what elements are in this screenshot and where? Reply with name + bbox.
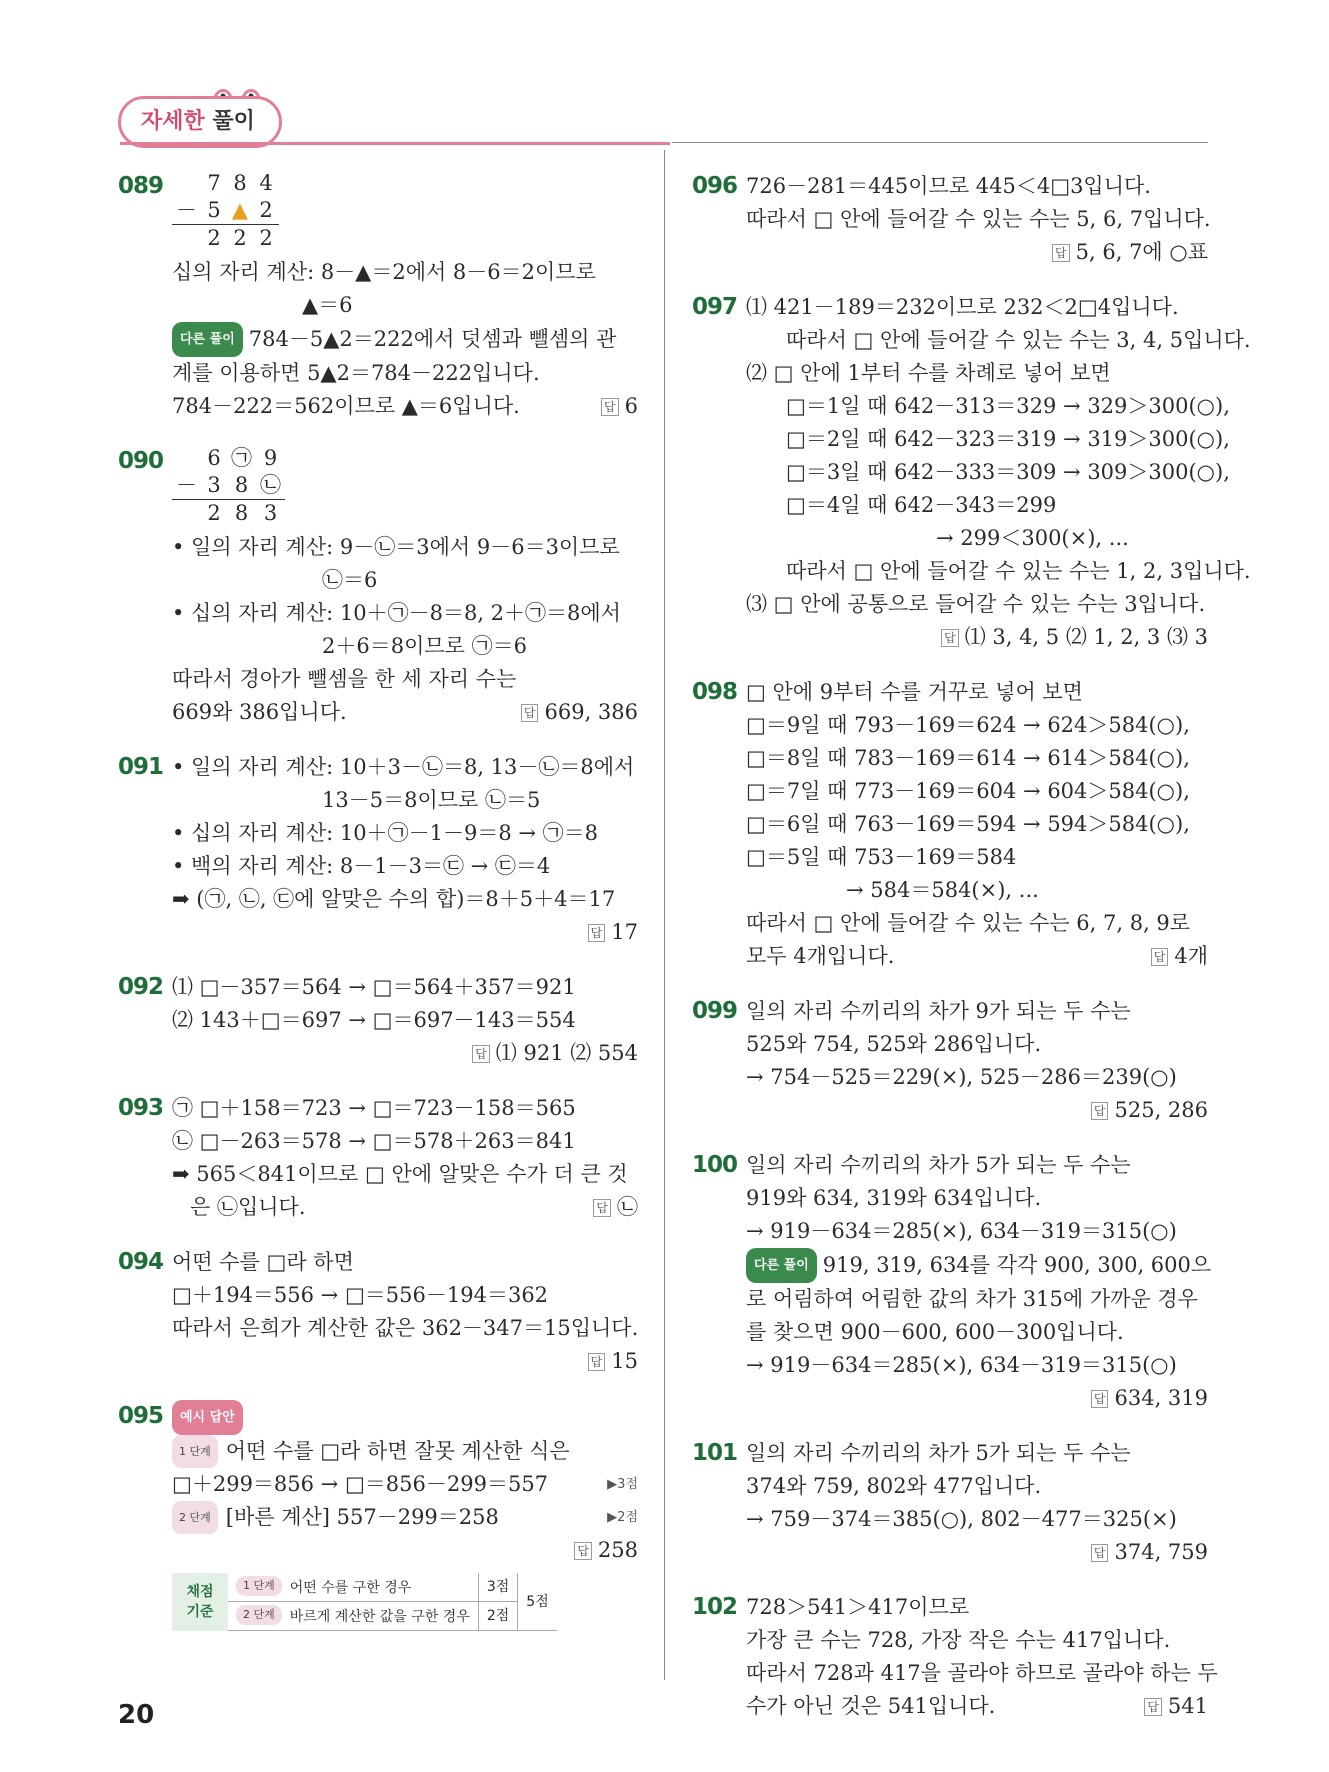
solution-line: ➡ 565＜841이므로 □ 안에 알맞은 수가 더 큰 것 — [172, 1162, 628, 1186]
solution-line: 다른 풀이 919, 319, 634를 각각 900, 300, 600으 — [746, 1248, 1208, 1283]
solution-line: 모두 4개입니다. 답 4개 — [746, 944, 1208, 968]
problem-102 — [692, 1591, 1218, 1723]
solution-line: 13－5＝8이므로 ㉡＝5 — [322, 788, 541, 812]
answer: ㉡ — [617, 1195, 638, 1219]
answer-row — [746, 621, 1208, 654]
problem-number: 098 — [692, 679, 738, 705]
solution-line: 919와 634, 319와 634입니다. — [746, 1186, 1042, 1210]
solution-line: □＝9일 때 793－169＝624 → 624＞584(○), — [746, 713, 1190, 737]
problem-100 — [692, 1149, 1212, 1415]
problem-094 — [118, 1246, 638, 1378]
scoring-total: 5점 — [518, 1573, 557, 1631]
solution-line: • 십의 자리 계산: 10＋㉠－8＝8, 2＋㉠＝8에서 — [172, 601, 621, 625]
answer: 541 — [1167, 1694, 1208, 1718]
answer-icon: 답 — [593, 1199, 611, 1217]
badge-title-a: 자세한 — [141, 109, 205, 134]
problem-number: 099 — [692, 998, 738, 1024]
answer: ⑴ 3, 4, 5 ⑵ 1, 2, 3 ⑶ 3 — [964, 625, 1208, 649]
solution-line: • 일의 자리 계산: 10＋3－㉡＝8, 13－㉡＝8에서 — [172, 755, 635, 779]
problem-number: 089 — [118, 173, 164, 199]
solution-line: 728＞541＞417이므로 — [746, 1595, 970, 1619]
left-column — [118, 170, 638, 1653]
problem-091 — [118, 751, 638, 949]
solution-line: 가장 큰 수는 728, 가장 작은 수는 417입니다. — [746, 1628, 1171, 1652]
answer: 5, 6, 7에 ○표 — [1075, 240, 1208, 264]
problem-097 — [692, 291, 1251, 654]
answer-row — [746, 1382, 1208, 1415]
problem-096 — [692, 170, 1211, 269]
page-number: 20 — [118, 1700, 155, 1730]
solution-line: 로 어림하여 어림한 값의 차가 315에 가까운 경우 — [746, 1287, 1198, 1311]
answer-row — [172, 1345, 638, 1378]
right-column — [692, 170, 1251, 1745]
scoring-table — [172, 1573, 557, 1631]
problem-number: 095 — [118, 1403, 164, 1429]
answer-icon: 답 — [1091, 1102, 1109, 1120]
solution-line: 따라서 은희가 계산한 값은 362－347＝15입니다. — [172, 1316, 639, 1340]
solution-line: ㉠ □＋158＝723 → □＝723－158＝565 — [172, 1096, 576, 1120]
answer: 17 — [611, 920, 638, 944]
solution-line: → 919－634＝285(×), 634－319＝315(○) — [746, 1219, 1177, 1243]
solution-line: 669와 386입니다. 답 669, 386 — [172, 700, 638, 724]
answer-icon: 답 — [1052, 244, 1070, 262]
problem-098 — [692, 676, 1208, 973]
solution-line: 를 찾으면 900－600, 600－300입니다. — [746, 1320, 1124, 1344]
header-rule-right — [672, 142, 1208, 143]
answer-icon: 답 — [521, 704, 539, 722]
problem-number: 101 — [692, 1440, 738, 1466]
solution-line: 일의 자리 수끼리의 차가 5가 되는 두 수는 — [746, 1441, 1131, 1465]
answer: 15 — [611, 1349, 638, 1373]
problem-099 — [692, 995, 1208, 1127]
solution-line: ㉡＝6 — [322, 568, 378, 592]
solution-line: 일의 자리 수끼리의 차가 9가 되는 두 수는 — [746, 999, 1131, 1023]
scoring-label: 채점 기준 — [172, 1573, 228, 1631]
solution-line: □＝2일 때 642－323＝319 → 319＞300(○), — [786, 427, 1230, 451]
column-divider — [664, 150, 665, 1680]
solution-line: → 919－634＝285(×), 634－319＝315(○) — [746, 1353, 1177, 1377]
answer-icon: 답 — [1091, 1390, 1109, 1408]
solution-line: 따라서 □ 안에 들어갈 수 있는 수는 3, 4, 5입니다. — [786, 328, 1251, 352]
answer-row — [746, 1536, 1208, 1569]
answer-row — [172, 1037, 638, 1070]
column-subtraction: 6 ㉠ 9 － 3 8 ㉡ 2 8 3 — [172, 445, 638, 527]
problem-number: 097 — [692, 294, 738, 320]
step-points: ▶3점 — [607, 1477, 638, 1492]
solution-line — [172, 1400, 638, 1435]
answer: 669, 386 — [544, 700, 638, 724]
alt-solution-tag: 다른 풀이 — [172, 322, 243, 357]
answer: 6 — [624, 394, 638, 418]
solution-line: □＝6일 때 763－169＝594 → 594＞584(○), — [746, 812, 1190, 836]
answer-icon: 답 — [1091, 1544, 1109, 1562]
section-badge — [118, 96, 282, 148]
problem-number: 090 — [118, 448, 164, 474]
answer: ⑴ 921 ⑵ 554 — [495, 1041, 638, 1065]
scoring-points: 2점 — [478, 1602, 517, 1631]
problem-number: 092 — [118, 974, 164, 1000]
sample-answer-tag: 예시 답안 — [172, 1400, 243, 1435]
problem-number: 094 — [118, 1249, 164, 1275]
solution-line: → 299＜300(×), ... — [936, 526, 1129, 550]
answer-row — [172, 1534, 638, 1567]
scoring-row: 1 단계 어떤 수를 구한 경우 — [228, 1573, 478, 1602]
solution-line: □＋194＝556 → □＝556－194＝362 — [172, 1283, 549, 1307]
solution-line: □＝5일 때 753－169＝584 — [746, 845, 1017, 869]
problem-number: 091 — [118, 754, 164, 780]
solution-line: • 백의 자리 계산: 8－1－3＝㉢ → ㉢＝4 — [172, 854, 551, 878]
problem-093 — [118, 1092, 638, 1224]
solution-line: 따라서 경아가 뺄셈을 한 세 자리 수는 — [172, 667, 517, 691]
solution-line: 374와 759, 802와 477입니다. — [746, 1474, 1042, 1498]
problem-092 — [118, 971, 638, 1070]
solution-line: ㉡ □－263＝578 → □＝578＋263＝841 — [172, 1129, 576, 1153]
solution-line: 일의 자리 수끼리의 차가 5가 되는 두 수는 — [746, 1153, 1131, 1177]
step-points: ▶2점 — [607, 1510, 638, 1525]
problem-number: 096 — [692, 173, 738, 199]
solution-line: 784－222＝562이므로 ▲＝6입니다. 답 6 — [172, 394, 638, 418]
solution-line: ⑶ □ 안에 공통으로 들어갈 수 있는 수는 3입니다. — [746, 592, 1206, 616]
solution-line: ⑵ 143＋□＝697 → □＝697－143＝554 — [172, 1008, 576, 1032]
solution-line: ➡ (㉠, ㉡, ㉢에 알맞은 수의 합)＝8＋5＋4＝17 — [172, 887, 616, 911]
solution-line: 다른 풀이 784－5▲2＝222에서 덧셈과 뺄셈의 관 — [172, 322, 638, 357]
solution-line: □＝4일 때 642－343＝299 — [786, 493, 1057, 517]
solution-line: 따라서 728과 417을 골라야 하므로 골라야 하는 두 — [746, 1661, 1218, 1685]
solution-line: ⑴ 421－189＝232이므로 232＜2□4입니다. — [746, 295, 1179, 319]
header-rule-left — [120, 142, 670, 145]
problem-090 — [118, 445, 638, 729]
step-line: □＋299＝856 → □＝856－299＝557 ▶3점 — [172, 1468, 638, 1501]
solution-line: 525와 754, 525와 286입니다. — [746, 1032, 1042, 1056]
answer-row — [746, 1094, 1208, 1127]
page-header — [118, 82, 1208, 150]
answer-icon: 답 — [472, 1045, 490, 1063]
solution-line: □＝7일 때 773－169＝604 → 604＞584(○), — [746, 779, 1190, 803]
answer: 374, 759 — [1114, 1540, 1208, 1564]
answer-icon: 답 — [601, 398, 619, 416]
solution-line: □＝1일 때 642－313＝329 → 329＞300(○), — [786, 394, 1230, 418]
problem-101 — [692, 1437, 1208, 1569]
answer-icon: 답 — [588, 1353, 606, 1371]
answer-row — [172, 916, 638, 949]
solution-line: 따라서 □ 안에 들어갈 수 있는 수는 1, 2, 3입니다. — [786, 559, 1251, 583]
step-line: 2 단계 [바른 계산] 557－299＝258 ▶2점 — [172, 1501, 638, 1534]
solution-line: 2＋6＝8이므로 ㉠＝6 — [322, 634, 527, 658]
solution-line: □ 안에 9부터 수를 거꾸로 넣어 보면 — [746, 680, 1083, 704]
solution-line: 계를 이용하면 5▲2＝784－222입니다. — [172, 361, 540, 385]
solution-line: → 759－374＝385(○), 802－477＝325(×) — [746, 1507, 1177, 1531]
answer-icon: 답 — [1144, 1698, 1162, 1716]
solution-line: 따라서 □ 안에 들어갈 수 있는 수는 5, 6, 7입니다. — [746, 207, 1211, 231]
answer: 258 — [597, 1538, 638, 1562]
solution-line: 따라서 □ 안에 들어갈 수 있는 수는 6, 7, 8, 9로 — [746, 911, 1191, 935]
solution-line: 어떤 수를 □라 하면 — [172, 1250, 354, 1274]
step-badge: 1 단계 — [172, 1435, 218, 1468]
solution-line: 726－281＝445이므로 445＜4□3입니다. — [746, 174, 1151, 198]
solution-line: ⑴ □－357＝564 → □＝564＋357＝921 — [172, 975, 576, 999]
problem-089 — [118, 170, 638, 423]
column-subtraction: 7 8 4 － 5 ▲ 2 2 2 2 — [172, 170, 638, 252]
solution-line: ⑵ □ 안에 1부터 수를 차례로 넣어 보면 — [746, 361, 1111, 385]
answer-icon: 답 — [1151, 948, 1169, 966]
answer-icon: 답 — [941, 629, 959, 647]
solution-line: 수가 아닌 것은 541입니다. 답 541 — [746, 1694, 1208, 1718]
solution-line: □＝8일 때 783－169＝614 → 614＞584(○), — [746, 746, 1190, 770]
step-line: 1 단계 어떤 수를 □라 하면 잘못 계산한 식은 — [172, 1435, 638, 1468]
solution-line: • 십의 자리 계산: 10＋㉠－1－9＝8 → ㉠＝8 — [172, 821, 598, 845]
problem-number: 093 — [118, 1095, 164, 1121]
alt-solution-tag: 다른 풀이 — [746, 1248, 817, 1283]
solution-line: 은 ㉡입니다. 답 ㉡ — [190, 1195, 638, 1219]
solution-line: ▲＝6 — [302, 293, 353, 317]
step-badge: 2 단계 — [172, 1501, 218, 1534]
answer: 634, 319 — [1114, 1386, 1208, 1410]
solution-line: • 일의 자리 계산: 9－㉡＝3에서 9－6＝3이므로 — [172, 535, 620, 559]
scoring-row: 2 단계 바르게 계산한 값을 구한 경우 — [228, 1602, 478, 1631]
solution-line: 십의 자리 계산: 8－▲＝2에서 8－6＝2이므로 — [172, 260, 596, 284]
answer-row — [746, 236, 1208, 269]
problem-number: 100 — [692, 1152, 738, 1178]
answer: 4개 — [1174, 944, 1208, 968]
scoring-points: 3점 — [478, 1573, 517, 1602]
answer: 525, 286 — [1114, 1098, 1208, 1122]
answer-icon: 답 — [574, 1542, 592, 1560]
solution-line: → 754－525＝229(×), 525－286＝239(○) — [746, 1065, 1177, 1089]
problem-number: 102 — [692, 1594, 738, 1620]
solution-line: → 584＝584(×), ... — [846, 878, 1039, 902]
solution-line: □＝3일 때 642－333＝309 → 309＞300(○), — [786, 460, 1230, 484]
problem-095 — [118, 1400, 638, 1631]
badge-title-b: 풀이 — [204, 109, 255, 134]
answer-icon: 답 — [588, 924, 606, 942]
